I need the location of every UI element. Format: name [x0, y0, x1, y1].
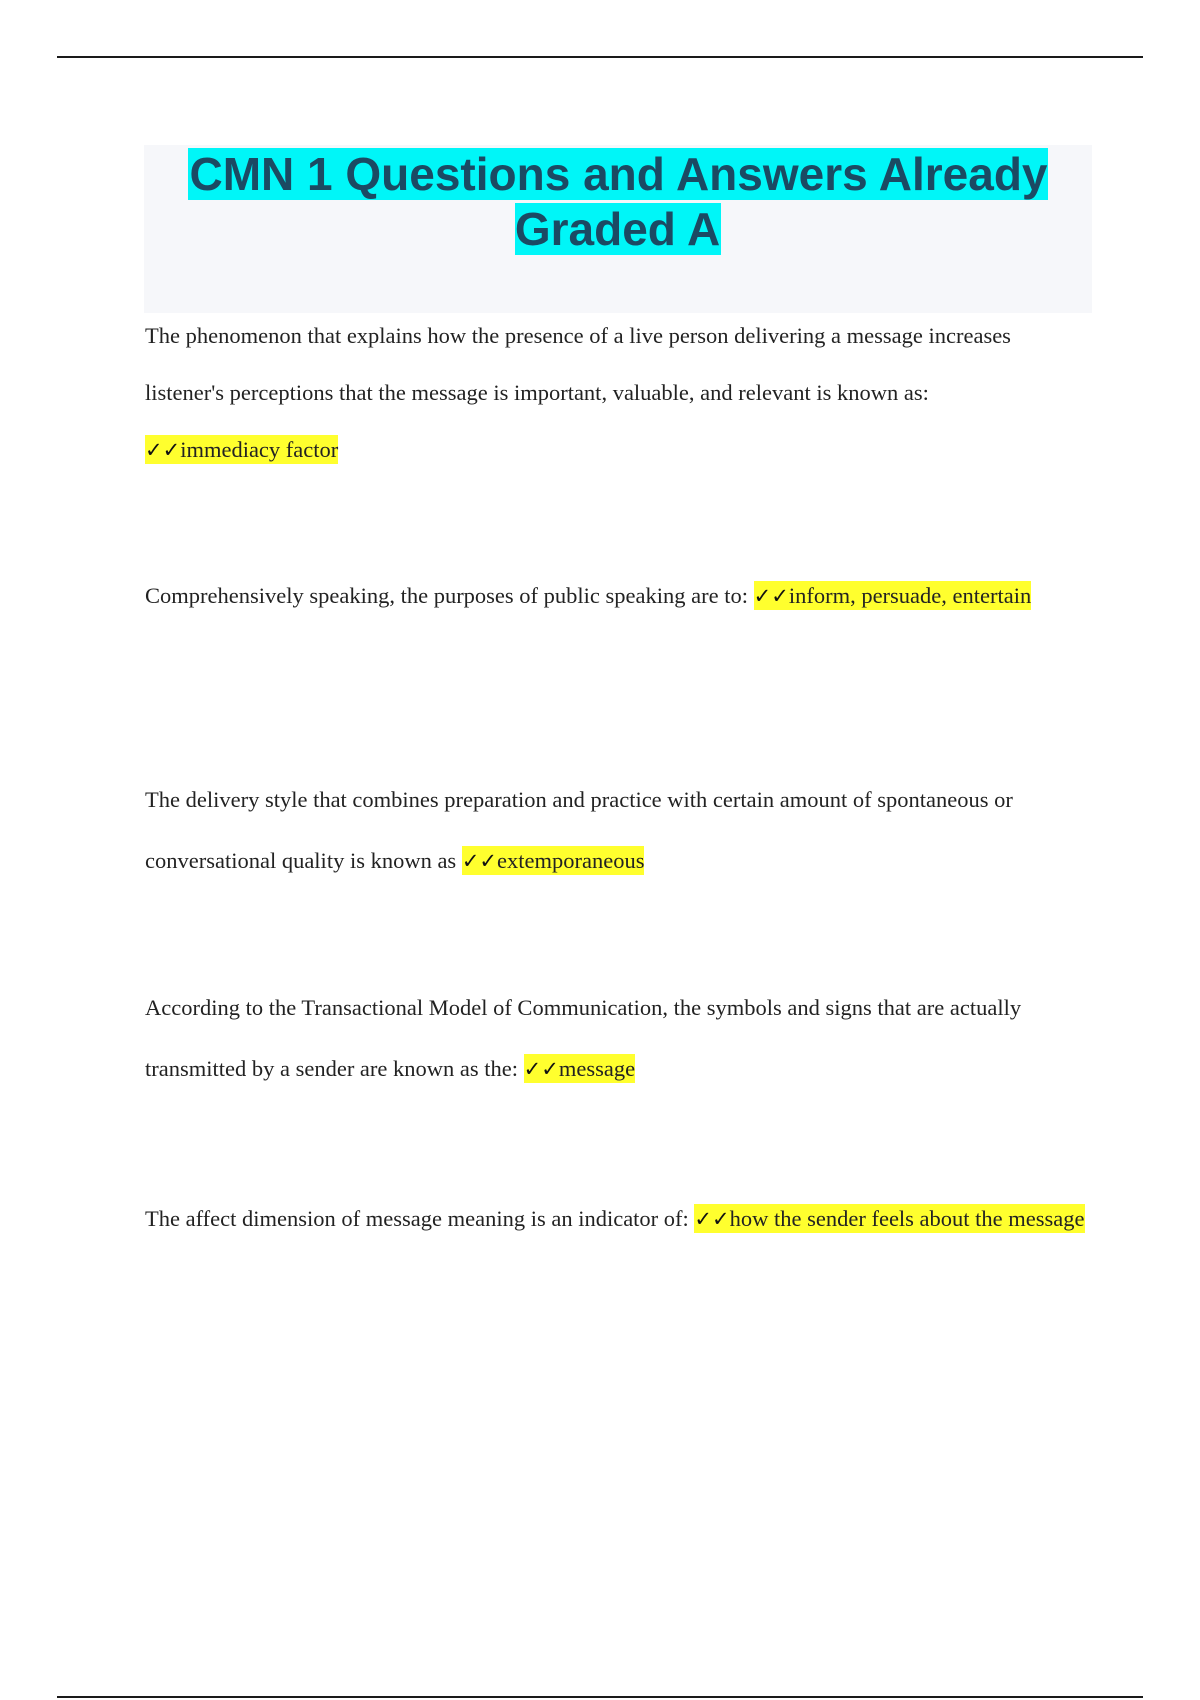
- answer-text: how the sender feels about the message: [729, 1206, 1085, 1231]
- question-text: The affect dimension of message meaning is an indicator of:: [145, 1206, 689, 1231]
- question-text: According to the Transactional Model of Communication, the symbols and signs that are actually transmitted by a sender are known as the:: [145, 995, 1022, 1081]
- answer-text: immediacy factor: [180, 437, 339, 462]
- question-text: The delivery style that combines preparation and practice with certain amount of spontaneous or conversational quality is known as: [145, 787, 1013, 873]
- answer-text: message: [558, 1056, 636, 1081]
- title-highlight: CMN 1 Questions and Answers Already Graded A: [189, 148, 1048, 255]
- question-text: Comprehensively speaking, the purposes of public speaking are to:: [145, 583, 748, 608]
- answer-highlight: [694, 1204, 1084, 1233]
- answer-highlight: [754, 581, 1032, 610]
- double-check-icon: ✓✓: [461, 849, 498, 873]
- top-rule: [57, 56, 1143, 58]
- title-block: [144, 145, 1092, 313]
- double-check-icon: ✓✓: [753, 584, 789, 608]
- double-check-icon: ✓✓: [145, 438, 181, 462]
- answer-highlight: [524, 1054, 635, 1083]
- qa-item-4: [145, 977, 1095, 1100]
- qa-item-3: [145, 769, 1095, 892]
- page-title: [144, 145, 1092, 257]
- question-text: The phenomenon that explains how the presence of a live person delivering a message increases listener's perceptions that the message is important, valuable, and relevant is known as:: [145, 323, 1011, 405]
- bottom-rule: [57, 1696, 1143, 1698]
- double-check-icon: ✓✓: [694, 1207, 730, 1231]
- qa-item-2: [145, 565, 1095, 627]
- answer-text: inform, persuade, entertain: [788, 583, 1032, 608]
- qa-item-5: [145, 1188, 1095, 1250]
- answer-text: extemporaneous: [497, 848, 645, 873]
- qa-item-1: [145, 307, 1095, 479]
- answer-highlight: [145, 435, 338, 464]
- double-check-icon: ✓✓: [523, 1057, 559, 1081]
- answer-highlight: [462, 846, 645, 875]
